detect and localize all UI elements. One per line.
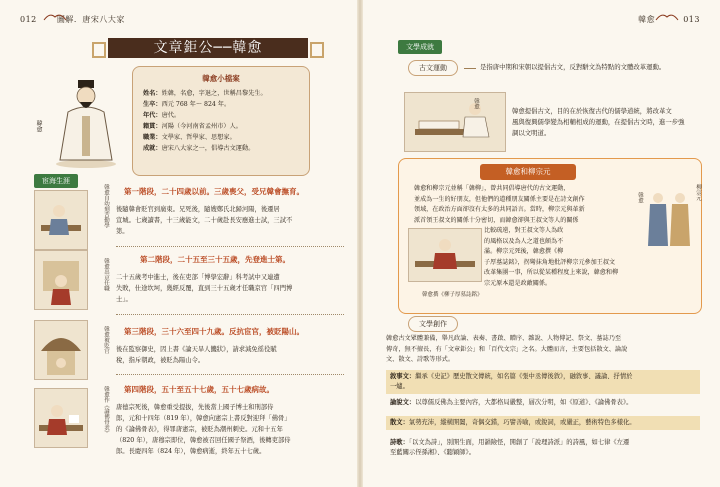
profile-value: 姓韓，名愈，字退之，世稱昌黎先生。 [161,90,267,97]
epitaph-caption: 韓愈撰《柳子厚墓誌銘》 [422,292,483,298]
stage-1-body [116,204,344,237]
body-line: 士」。 [116,296,132,303]
body-line: 後在監察御史，因上書《論天旱人饑狀》，請求減免徭役賦 [116,346,277,353]
genre-value-cont: 至藍關示侄孫湘》、《聽穎師》。 [390,449,476,456]
genre-value-cont: 一爐。 [390,383,409,390]
genre-key: 散文： [390,419,409,426]
profile-key: 籍貫： [143,123,162,130]
stage-2-body [116,272,344,305]
profile-value: 唐宋八大家之一，倡導古文運動。 [161,145,255,152]
running-header-left [20,14,125,25]
stage-2-illustration [34,250,88,310]
divider [116,374,344,375]
body-line: 二十五歲考中進士，後在吏部「博學宏辭」科考試中又連遭 [116,274,280,281]
body-line: 改革集團一事，所以從某種程度上來說，韓愈和柳 [484,269,619,276]
profile-row [133,110,309,121]
stage-3-illustration [34,320,88,380]
profile-row [133,121,309,132]
stage-1-illustration [34,190,88,250]
epitaph-illustration [408,228,482,282]
stage-1-caption: 韓愈自幼刻苦勤學 [103,184,109,228]
profile-key: 年代： [143,112,162,119]
stage-4-caption: 韓愈作《論佛骨表》 [103,386,109,436]
genre-narrative [386,370,700,394]
running-title-right: 韓愈 [638,15,656,24]
studying-scene-icon [35,191,87,249]
demotion-scene-icon [35,321,87,379]
han-liu-text-cont [484,226,619,289]
stage-1-title: 第一階段，二十四歲以前。三歲喪父，受兄韓會撫育。 [124,187,304,196]
genre-argument [386,396,700,410]
body-line: 宗元原本還是政敵關係。 [484,279,552,287]
header-ornament-icon [42,12,68,22]
profile-value: 河陽（今河南省孟州市）人。 [161,123,242,130]
body-line: 滿。柳宗元死後，韓愈撰《柳 [484,248,564,255]
han-liu-box-title: 韓愈和柳宗元 [480,164,576,180]
box-liu-label: 柳宗元 [695,184,701,201]
scholar-desk-icon [405,93,505,151]
section-tag-achievement: 文學成就 [398,40,442,54]
body-line: 郎，元和十四年（819 年），韓愈向憲宗上書反對迎拜「佛骨」 [116,415,291,422]
stage-2-title: 第二階段，二十五至三十五歲，先登進士第。 [140,255,290,264]
official-scene-icon [35,251,87,309]
genre-key: 論說文： [390,399,416,406]
portrait-label: 韓愈 [35,120,42,132]
body-line: 的《論佛骨表》，得罪唐憲宗，被貶為潮州刺史。元和十五年 [116,426,283,433]
body-line: 韓愈古文眾體兼備，舉凡政論、表奏、書啟、贈序、雜說、人物傳記、祭文、墓誌乃至 [386,335,622,342]
profile-key: 生卒： [143,101,162,108]
body-line: 宣城。七歲讀書，十三歲能文，二十歲赴長安應進士試，三試不 [116,217,293,224]
page-number-left: 012 [20,15,37,24]
body-line: 傳奇，無不擅長，有「文章鉅公」和「百代文宗」之名。大體而言，主要包括散文、論說 [386,345,628,353]
stage-3-title: 第三階段，三十六至四十九歲。反抗宦官，被貶陽山。 [124,327,304,336]
body-line: 第。 [116,228,129,235]
body-line: 子厚墓誌銘》，拐彎抹角地批評柳宗元參加王叔文 [484,258,616,266]
guwen-description [512,106,702,139]
han-liu-figures-icon [644,186,694,250]
body-line: 失敗，仕途坎坷，幾經反覆，直到三十五歲才任職京官「四門博 [116,285,293,292]
body-line: 稅，指斥朝政，被貶為陽山令。 [116,357,205,364]
body-line: 唐德宗死後，韓愈重受提拔，先後當上國子博士和刑部侍 [116,404,274,411]
guwen-definition: 是指唐中期和宋朝以提倡古文，反對駢文為特點的文體改革運動。 [480,63,666,71]
creation-intro [386,334,702,366]
stage-3-body [116,344,344,366]
body-line: 文、散文、詩歌等形式。 [386,356,455,363]
stage-4-title: 第四階段，五十至五十七歲，五十七歲病故。 [124,385,274,394]
divider [116,246,344,247]
profile-row [133,99,309,110]
body-line: 並成為一生的好朋友，但他們的道種朋友關係主要是在詩文創作 [414,195,585,203]
genre-poetry [386,436,700,460]
body-line: （820 年），唐穆宗即位，韓愈被召回任國子祭酒，後轉吏部侍 [116,437,291,444]
box-han-label: 韓愈 [637,192,643,203]
genre-value: 繼承《史記》歷史散文傳統，如名篇《張中丞傳後敘》，融敘事、議論、抒情於 [415,373,633,380]
writing-epitaph-icon [409,229,481,281]
divider [116,314,344,315]
profile-value: 西元 768 年～ 824 年。 [161,101,231,108]
section-tag-career: 宦海生涯 [34,174,78,188]
genre-key: 敘事文： [390,373,416,380]
page-title: 文章鉅公──韓愈 [108,38,308,58]
stage-2-caption: 韓愈出京任職 [103,258,109,291]
body-line: 後隨韓會貶官到廣東。兄死後，隨嫂鄭氏北歸河陽，後遷居 [116,206,280,213]
genre-key: 詩歌： [390,439,409,446]
genre-value: 「以文為詩」，別開生面，用韻險怪，開創了「說理詩派」的詩風，如七律《左遷 [408,439,630,446]
body-line: 韓愈和柳宗元並稱「韓柳」，曾共同倡導唐代的古文運動， [414,185,570,192]
stage-4-body [116,402,344,457]
body-line: 郎。長慶四年（824 年），韓愈病逝，終年五十七歲。 [116,448,266,455]
genre-value: 氣勢充沛，縱橫開闔，奇偶交錯，巧譬善喻，或銳詞，或嚴正，藝術特色多樣化。 [408,419,636,426]
page-number-right: 013 [683,15,700,24]
pill-guwen: 古文運動 [408,60,458,76]
profile-card [132,66,310,176]
header-ornament-icon [654,12,680,22]
profile-title: 韓愈小檔案 [202,74,240,83]
guwen-illustration [404,92,506,152]
body-line: 韓愈提倡古文，目的在於恢復古代的儒學道統，將改革文 [512,107,672,115]
body-line: 領域，在政治方面卻沒有太多的共同語言。當時，柳宗元與革新 [414,206,585,213]
profile-row [133,132,309,143]
profile-key: 姓名： [143,90,162,97]
pill-creation: 文學創作 [408,316,458,332]
profile-row [133,143,309,154]
body-line: 風與復興儒學變為相輔相成的運動，在提倡古文時，進一步強 [512,118,685,126]
guwen-han-label: 韓愈 [473,98,479,109]
stage-3-caption: 韓愈被貶官 [103,326,109,354]
stage-4-illustration [34,388,88,448]
body-line: 調以文明道。 [512,129,551,137]
profile-value: 文學家、哲學家、思想家。 [161,134,236,141]
body-line: 派首領王叔文的關係十分密切，而韓愈卻與王叔文等人的關係 [414,216,579,224]
profile-row [133,88,309,99]
han-yu-portrait-icon [46,72,128,168]
genre-prose [386,416,700,430]
profile-key: 成就： [143,145,162,152]
body-line: 比較疏遠，對王叔文等人為政 [484,227,564,234]
right-page [360,0,720,487]
writing-memorial-icon [35,389,87,447]
profile-key: 職業： [143,134,162,141]
profile-value: 唐代。 [161,112,181,119]
body-line: 的風格以及為人之道也頗為不 [484,237,564,245]
running-title-left: 圖解．唐宋八大家 [56,15,125,24]
connector-line [464,68,476,69]
genre-value: 以尊儒反佛為主要內容，大都格局嚴整，層次分明，如《原道》、《論佛骨表》。 [415,399,633,406]
